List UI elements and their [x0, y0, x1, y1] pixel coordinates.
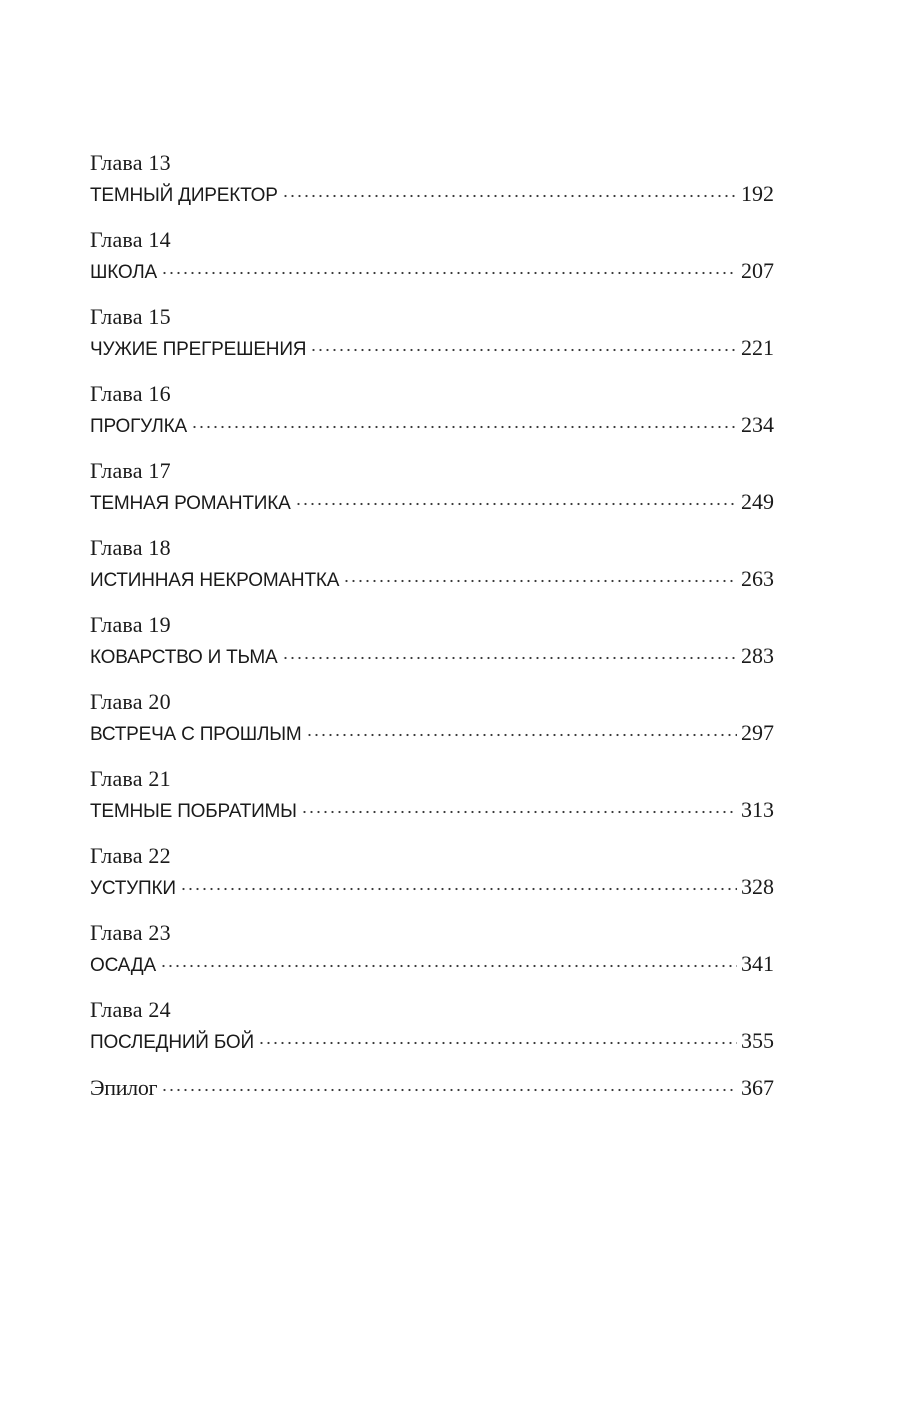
toc-entry-chapter-20 [90, 687, 774, 764]
chapter-title: ПОСЛЕДНИЙ БОЙ [90, 1032, 254, 1053]
dot-leader [343, 576, 737, 586]
page-number: 367 [741, 1075, 774, 1100]
dot-leader [301, 807, 737, 817]
toc-line [90, 409, 774, 441]
page-number: 249 [741, 489, 774, 514]
chapter-title: УСТУПКИ [90, 878, 176, 899]
chapter-label: Глава 16 [90, 381, 171, 406]
toc-entry-chapter-21 [90, 764, 774, 841]
page-number: 207 [741, 258, 774, 283]
chapter-title: ТЕМНЫЕ ПОБРАТИМЫ [90, 801, 297, 822]
toc-line [90, 332, 774, 364]
chapter-label: Глава 21 [90, 766, 171, 791]
page-number: 355 [741, 1028, 774, 1053]
page-number: 297 [741, 720, 774, 745]
page-number: 192 [741, 181, 774, 206]
chapter-label: Глава 20 [90, 689, 171, 714]
page-number: 283 [741, 643, 774, 668]
dot-leader [282, 653, 738, 663]
toc-line [90, 640, 774, 672]
toc-entry-chapter-17 [90, 456, 774, 533]
epilogue-title: Эпилог [90, 1075, 158, 1100]
page-number: 341 [741, 951, 774, 976]
chapter-title: ИСТИННАЯ НЕКРОМАНТКА [90, 570, 340, 591]
toc-entry-chapter-24 [90, 995, 774, 1072]
toc-entry-chapter-23 [90, 918, 774, 995]
toc-entry-chapter-19 [90, 610, 774, 687]
dot-leader [310, 345, 737, 355]
chapter-label: Глава 15 [90, 304, 171, 329]
toc-entry-chapter-13 [90, 148, 774, 225]
toc-line [90, 563, 774, 595]
chapter-label: Глава 23 [90, 920, 171, 945]
toc-entry-chapter-15 [90, 302, 774, 379]
dot-leader [191, 422, 737, 432]
dot-leader [282, 191, 737, 201]
chapter-title: ВСТРЕЧА С ПРОШЛЫМ [90, 724, 302, 745]
chapter-title: ШКОЛА [90, 262, 157, 283]
dot-leader [306, 730, 737, 740]
dot-leader [161, 268, 737, 278]
table-of-contents [90, 148, 774, 1108]
chapter-label: Глава 17 [90, 458, 171, 483]
page-number: 313 [741, 797, 774, 822]
toc-line [90, 1025, 774, 1057]
toc-line [90, 948, 774, 980]
toc-entry-chapter-16 [90, 379, 774, 456]
toc-entry-chapter-18 [90, 533, 774, 610]
toc-line [90, 255, 774, 287]
chapter-title: ЧУЖИЕ ПРЕГРЕШЕНИЯ [90, 339, 307, 360]
toc-entry-chapter-22 [90, 841, 774, 918]
dot-leader [160, 961, 737, 971]
dot-leader [161, 1085, 737, 1095]
toc-entry-chapter-14 [90, 225, 774, 302]
toc-entry-epilogue [90, 1072, 774, 1108]
chapter-label: Глава 18 [90, 535, 171, 560]
toc-line [90, 794, 774, 826]
chapter-label: Глава 24 [90, 997, 171, 1022]
chapter-label: Глава 14 [90, 227, 171, 252]
chapter-label: Глава 22 [90, 843, 171, 868]
chapter-title: КОВАРСТВО И ТЬМА [90, 647, 278, 668]
chapter-title: ТЕМНАЯ РОМАНТИКА [90, 493, 291, 514]
chapter-label: Глава 13 [90, 150, 171, 175]
page-number: 234 [741, 412, 774, 437]
toc-line [90, 178, 774, 210]
chapter-label: Глава 19 [90, 612, 171, 637]
chapter-title: ТЕМНЫЙ ДИРЕКТОР [90, 185, 278, 206]
page-number: 328 [741, 874, 774, 899]
dot-leader [295, 499, 737, 509]
toc-line [90, 871, 774, 903]
chapter-title: ОСАДА [90, 955, 156, 976]
toc-line [90, 486, 774, 518]
toc-line [90, 1072, 774, 1104]
toc-line [90, 717, 774, 749]
chapter-title: ПРОГУЛКА [90, 416, 188, 437]
dot-leader [258, 1038, 737, 1048]
page-number: 263 [741, 566, 774, 591]
page-number: 221 [741, 335, 774, 360]
dot-leader [180, 884, 737, 894]
